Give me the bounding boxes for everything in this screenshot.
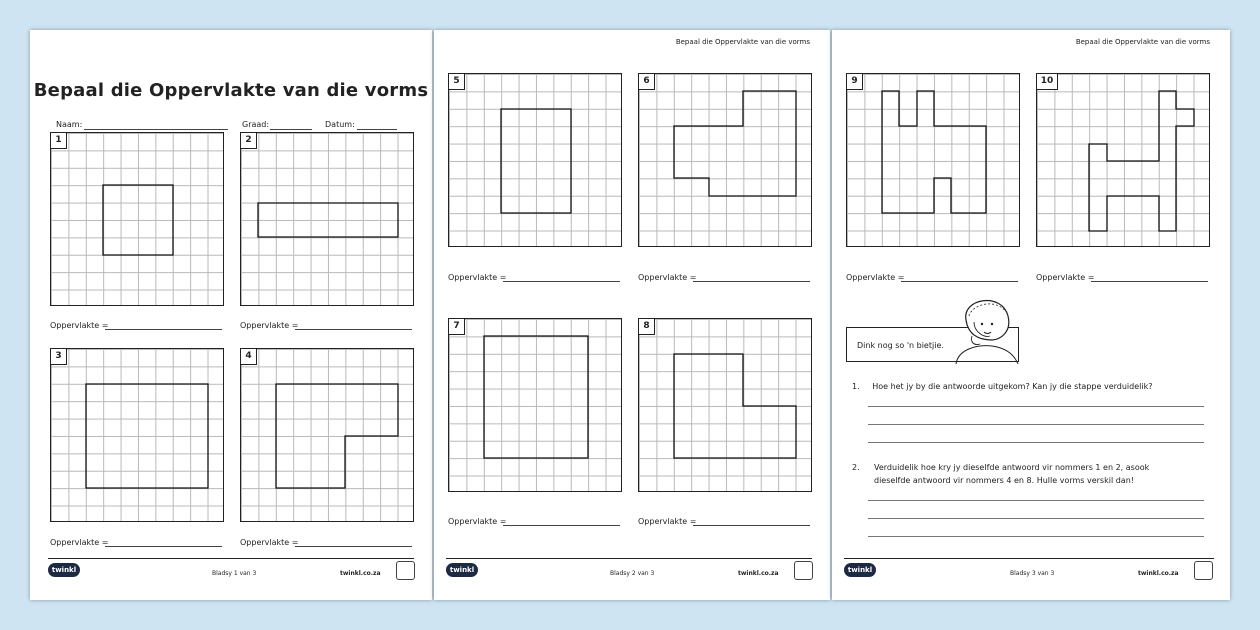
grade-label: Graad: xyxy=(242,120,270,129)
grid-number: 8 xyxy=(639,319,655,335)
page-number: Bladsy 2 van 3 xyxy=(610,570,655,577)
page-number: Bladsy 1 van 3 xyxy=(212,570,257,577)
question-2 xyxy=(852,461,1182,487)
area-label: Oppervlakte = xyxy=(846,273,905,282)
site-url[interactable]: twinkl.co.za xyxy=(1138,570,1179,577)
area-answer-line[interactable] xyxy=(901,281,1018,282)
name-line[interactable] xyxy=(84,129,228,130)
grid-number: 9 xyxy=(847,74,863,90)
name-label: Naam: xyxy=(56,120,83,129)
shape-grid-9 xyxy=(846,73,1020,247)
question-number: 1. xyxy=(852,382,860,391)
thinking-child-illustration xyxy=(936,292,1026,364)
grid-number: 7 xyxy=(449,319,465,335)
footer-rule xyxy=(48,558,414,559)
area-answer-line[interactable] xyxy=(503,281,620,282)
area-label: Oppervlakte = xyxy=(50,538,109,547)
quality-badge-icon xyxy=(794,561,813,580)
shape-outline xyxy=(1037,74,1211,248)
page-number: Bladsy 3 van 3 xyxy=(1010,570,1055,577)
shape-outline xyxy=(847,74,1021,248)
shape-outline xyxy=(449,319,623,493)
shape-grid-10 xyxy=(1036,73,1210,247)
area-answer-line[interactable] xyxy=(295,546,412,547)
date-label: Datum: xyxy=(325,120,355,129)
shape-outline xyxy=(241,349,415,523)
quality-badge-icon xyxy=(1194,561,1213,580)
grid-number: 10 xyxy=(1037,74,1058,90)
shape-outline xyxy=(241,133,415,307)
worksheet-page-2 xyxy=(434,30,830,600)
answer-line[interactable] xyxy=(868,500,1204,501)
worksheet-page-1 xyxy=(30,30,432,600)
shape-grid-6 xyxy=(638,73,812,247)
shape-outline xyxy=(51,133,225,307)
question-number: 2. xyxy=(852,463,860,472)
grid-number: 6 xyxy=(639,74,655,90)
answer-line[interactable] xyxy=(868,406,1204,407)
area-answer-line[interactable] xyxy=(693,281,810,282)
brand-logo: twinkl xyxy=(48,563,80,577)
shape-grid-7 xyxy=(448,318,622,492)
grid-number: 2 xyxy=(241,133,257,149)
running-header: Bepaal die Oppervlakte van die vorms xyxy=(1075,38,1210,46)
shape-grid-4 xyxy=(240,348,414,522)
answer-line[interactable] xyxy=(868,536,1204,537)
brand-logo: twinkl xyxy=(844,563,876,577)
shape-grid-5 xyxy=(448,73,622,247)
shape-grid-2 xyxy=(240,132,414,306)
area-answer-line[interactable] xyxy=(105,329,222,330)
shape-outline xyxy=(639,74,813,248)
area-answer-line[interactable] xyxy=(503,525,620,526)
area-label: Oppervlakte = xyxy=(1036,273,1095,282)
date-line[interactable] xyxy=(357,129,397,130)
area-label: Oppervlakte = xyxy=(240,321,299,330)
answer-line[interactable] xyxy=(868,518,1204,519)
area-label: Oppervlakte = xyxy=(240,538,299,547)
area-label: Oppervlakte = xyxy=(448,273,507,282)
worksheet-page-3 xyxy=(832,30,1230,600)
answer-line[interactable] xyxy=(868,424,1204,425)
shape-grid-8 xyxy=(638,318,812,492)
question-text: Hoe het jy by die antwoorde uitgekom? Kan jy die stappe verduidelik? xyxy=(872,382,1153,391)
shape-outline xyxy=(639,319,813,493)
footer-rule xyxy=(844,558,1214,559)
grid-number: 3 xyxy=(51,349,67,365)
shape-outline xyxy=(449,74,623,248)
page-title: Bepaal die Oppervlakte van die vorms xyxy=(33,80,429,101)
site-url[interactable]: twinkl.co.za xyxy=(340,570,381,577)
area-answer-line[interactable] xyxy=(1091,281,1208,282)
grid-number: 1 xyxy=(51,133,67,149)
shape-grid-1 xyxy=(50,132,224,306)
area-answer-line[interactable] xyxy=(693,525,810,526)
think-prompt-text: Dink nog so 'n bietjie. xyxy=(857,341,944,350)
grade-line[interactable] xyxy=(270,129,312,130)
question-text: Verduidelik hoe kry jy dieselfde antwoord vir nommers 1 en 2, asook dieselfde antwoord vir nommers 4 en 8. Hulle vorms verskil dan! xyxy=(874,463,1150,485)
answer-line[interactable] xyxy=(868,442,1204,443)
area-answer-line[interactable] xyxy=(105,546,222,547)
site-url[interactable]: twinkl.co.za xyxy=(738,570,779,577)
grid-number: 5 xyxy=(449,74,465,90)
question-1 xyxy=(852,380,1212,393)
area-label: Oppervlakte = xyxy=(638,273,697,282)
area-label: Oppervlakte = xyxy=(448,517,507,526)
area-label: Oppervlakte = xyxy=(50,321,109,330)
shape-grid-3 xyxy=(50,348,224,522)
running-header: Bepaal die Oppervlakte van die vorms xyxy=(675,38,810,46)
area-label: Oppervlakte = xyxy=(638,517,697,526)
quality-badge-icon xyxy=(396,561,415,580)
area-answer-line[interactable] xyxy=(295,329,412,330)
brand-logo: twinkl xyxy=(446,563,478,577)
footer-rule xyxy=(446,558,812,559)
shape-outline xyxy=(51,349,225,523)
grid-number: 4 xyxy=(241,349,257,365)
